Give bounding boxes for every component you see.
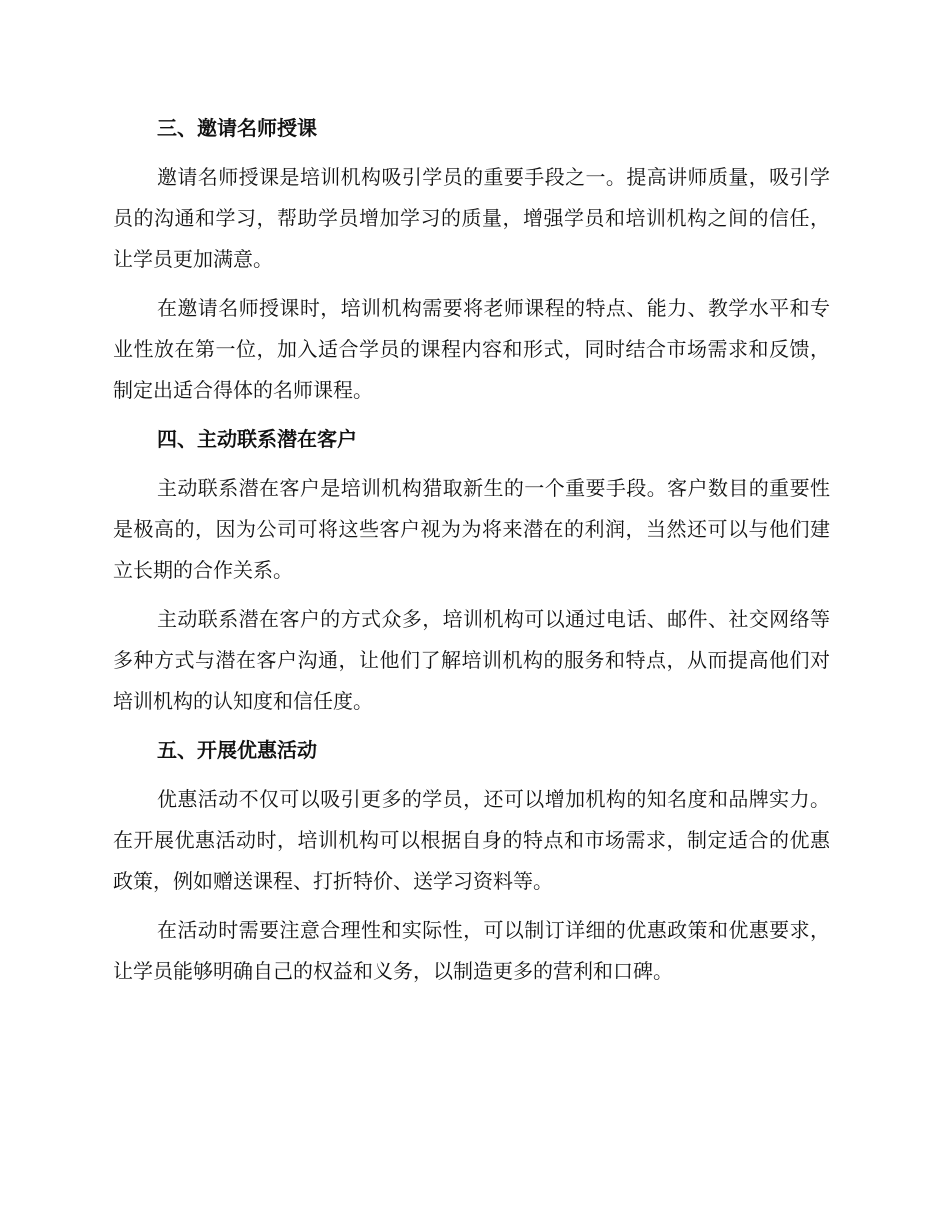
paragraph: 在邀请名师授课时，培训机构需要将老师课程的特点、能力、教学水平和专业性放在第一位，加入适合学员的课程内容和形式，同时结合市场需求和反馈，制定出适合得体的名师课程。 xyxy=(113,296,830,402)
section-5 xyxy=(113,730,830,992)
paragraph: 在活动时需要注意合理性和实际性，可以制订详细的优惠政策和优惠要求，让学员能够明确自己的权益和义务，以制造更多的营利和口碑。 xyxy=(113,918,830,983)
document-page xyxy=(113,108,830,1000)
section-3 xyxy=(113,108,830,411)
paragraph: 主动联系潜在客户的方式众多，培训机构可以通过电话、邮件、社交网络等多种方式与潜在客户沟通，让他们了解培训机构的服务和特点，从而提高他们对培训机构的认知度和信任度。 xyxy=(113,607,830,713)
section-heading: 三、邀请名师授课 xyxy=(157,116,317,140)
section-heading: 五、开展优惠活动 xyxy=(157,738,317,762)
paragraph: 邀请名师授课是培训机构吸引学员的重要手段之一。提高讲师质量，吸引学员的沟通和学习，帮助学员增加学习的质量，增强学员和培训机构之间的信任，让学员更加满意。 xyxy=(113,165,830,271)
section-4 xyxy=(113,419,830,722)
paragraph: 主动联系潜在客户是培训机构猎取新生的一个重要手段。客户数目的重要性是极高的，因为公司可将这些客户视为为将来潜在的利润，当然还可以与他们建立长期的合作关系。 xyxy=(113,476,830,582)
paragraph: 优惠活动不仅可以吸引更多的学员，还可以增加机构的知名度和品牌实力。在开展优惠活动时，培训机构可以根据自身的特点和市场需求，制定适合的优惠政策，例如赠送课程、打折特价、送学习资料等。 xyxy=(113,787,830,893)
section-heading: 四、主动联系潜在客户 xyxy=(157,427,357,451)
